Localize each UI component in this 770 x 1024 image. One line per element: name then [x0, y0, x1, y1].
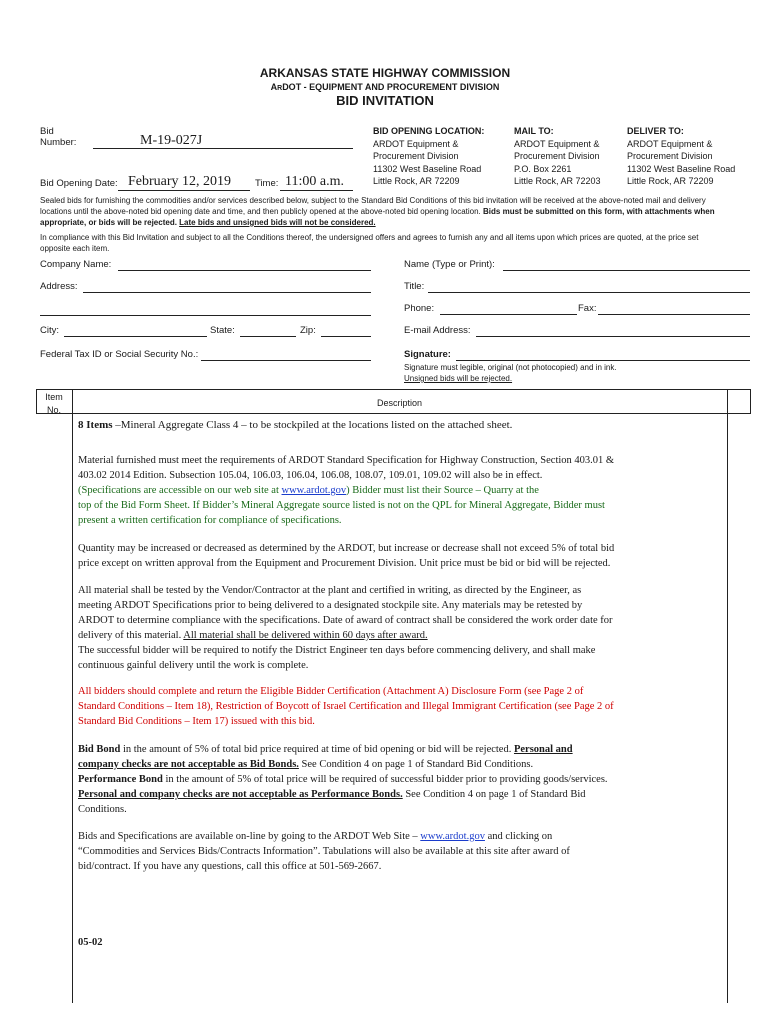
bid-number-label: Bid Number: — [40, 126, 77, 148]
company-name-field[interactable] — [118, 269, 371, 271]
address-field-2[interactable] — [40, 314, 371, 316]
tax-id-label: Federal Tax ID or Social Security No.: — [40, 349, 199, 360]
bid-opening-location: BID OPENING LOCATION: ARDOT Equipment & Procurement Division 11302 West Baseline Road Little Rock, AR 72209 — [373, 126, 485, 186]
address-field[interactable] — [83, 291, 371, 293]
bid-date-value[interactable]: February 12, 2019 — [128, 174, 232, 189]
address-label: Address: — [40, 281, 78, 292]
email-field[interactable] — [476, 335, 750, 337]
form-code: 05-02 — [78, 937, 103, 948]
website-paragraph: Bids and Specifications are available on-line by going to the ARDOT Web Site – www.ardot.gov and clicking on “Commodities and Services Bids/Contracts Information”. Tabulations will also be available at this site after award of bid/contract. If you have any questions, call this office at 501-569-2667. — [78, 831, 570, 872]
material-paragraph: Material furnished must meet the requirements of ARDOT Standard Specification for Highway Construction, Section 403.01 & 403.02 2014 Edition. Subsection 105.04, 106.03, 106.04, 106.08, 108.07, 109.01, 109.02 will also be in effect. (Specifications are accessible on our web site at www.ardot.gov) Bidder must list their Source – Quarry at the top of the Bid Form Sheet. If Bidder’s Mineral Aggregate source listed is not on the QPL for Mineral Aggregate, Bidder must present a written certification for compliance of specifications. — [78, 455, 615, 526]
table-top-border — [36, 389, 750, 390]
zip-label: Zip: — [300, 325, 316, 336]
table-right-border — [750, 389, 751, 414]
document-title: BID INVITATION — [336, 93, 434, 108]
state-label: State: — [210, 325, 235, 336]
item-column-divider — [72, 389, 73, 1003]
agency-title: ARKANSAS STATE HIGHWAY COMMISSION — [259, 66, 511, 80]
certification-paragraph: All bidders should complete and return the Eligible Bidder Certification (Attachment A) Disclosure Form (see Page 2 of Standard Conditions – Item 18), Restriction of Boycott of Israel Certification and Illegal Immigrant Certification (see Page 2 of Standard Bid Conditions – Item 17) issued with this bid. — [78, 686, 614, 727]
items-heading: 8 Items –Mineral Aggregate Class 4 – to be stockpiled at the locations listed on the attached sheet. — [78, 419, 513, 431]
fax-label: Fax: — [578, 303, 597, 314]
table-header-bottom — [36, 413, 750, 414]
signature-field[interactable] — [456, 359, 750, 361]
quantity-paragraph: Quantity may be increased or decreased as determined by the ARDOT, but increase or decrease shall not exceed 5% of total bid price except on written approval from the Equipment and Procurement Division. Unit price must be bid or bid will be rejected. — [78, 543, 615, 569]
phone-label: Phone: — [404, 303, 435, 314]
zip-field[interactable] — [321, 335, 371, 337]
mail-to-address: MAIL TO: ARDOT Equipment & Procurement Division P.O. Box 2261 Little Rock, AR 72203 — [514, 126, 601, 186]
testing-paragraph: All material shall be tested by the Vendor/Contractor at the plant and certified in writing, as directed by the Engineer, as meeting ARDOT Specifications prior to being delivered to a designated stockpile site. Any materials may be retested by ARDOT to determine compliance with the specifications. Date of award of contract shall be considered the work order date for delivery of this material. All material shall be delivered within 60 days after award. The successful bidder will be required to notify the District Engineer ten days before commencing delivery, and shall make continuous gainful delivery until the work is complete. — [78, 585, 613, 671]
fax-field[interactable] — [598, 313, 750, 315]
state-field[interactable] — [240, 335, 296, 337]
phone-field[interactable] — [440, 313, 577, 315]
compliance-notice: In compliance with this Bid Invitation and subject to all the Conditions thereof, the undersigned offers and agrees to furnish any and all items upon which prices are quoted, at the price set opposite each item. — [40, 233, 699, 253]
deliver-to-address: DELIVER TO: ARDOT Equipment & Procurement Division 11302 West Baseline Road Little Rock, AR 72209 — [627, 126, 736, 186]
division-title: ARDOT - EQUIPMENT AND PROCUREMENT DIVISION — [270, 82, 500, 92]
title-field[interactable] — [428, 291, 750, 293]
item-no-header: Item No. — [45, 392, 63, 415]
city-label: City: — [40, 325, 59, 336]
company-name-label: Company Name: — [40, 259, 112, 270]
description-header: Description — [376, 398, 423, 408]
title-label: Title: — [404, 281, 425, 292]
spec-website-link[interactable]: www.ardot.gov — [281, 485, 347, 496]
bid-number-line — [93, 147, 353, 149]
signature-label: Signature: — [404, 349, 451, 360]
name-label: Name (Type or Print): — [404, 259, 495, 270]
bid-date-label: Bid Opening Date: — [40, 178, 118, 189]
sealed-bids-notice: Sealed bids for furnishing the commodities and/or services described below, subject to the Standard Bid Conditions of this bid invitation will be received at the above-noted mail and delivery locations until the above-noted bid opening date and time, and then publicly opened at the above-noted bid opening location. Bids must be submitted on this form, with attachments when appropriate, or bids will be rejected. Late bids and unsigned bids will not be considered. — [40, 196, 715, 227]
signature-note: Signature must legible, original (not photocopied) and in ink. Unsigned bids will be rejected. — [404, 363, 617, 383]
description-column-divider — [727, 389, 728, 1003]
email-label: E-mail Address: — [404, 325, 471, 336]
bid-number-value[interactable]: M-19-027J — [140, 133, 203, 148]
city-field[interactable] — [64, 335, 207, 337]
bond-paragraph: Bid Bond in the amount of 5% of total bid price required at time of bid opening or bid will be rejected. Personal and company checks are not acceptable as Bid Bonds. See Condition 4 on page 1 of Standard Bid Conditions. Performance Bond in the amount of 5% of total price will be required of successful bidder prior to providing goods/services. Personal and company checks are not acceptable as Performance Bonds. See Condition 4 on page 1 of Standard Bid Conditions. — [78, 744, 608, 815]
tax-id-field[interactable] — [201, 359, 371, 361]
name-field[interactable] — [503, 269, 750, 271]
ardot-website-link[interactable]: www.ardot.gov — [420, 831, 485, 842]
bid-time-label: Time: — [255, 178, 279, 189]
bid-time-value[interactable]: 11:00 a.m. — [285, 174, 344, 189]
